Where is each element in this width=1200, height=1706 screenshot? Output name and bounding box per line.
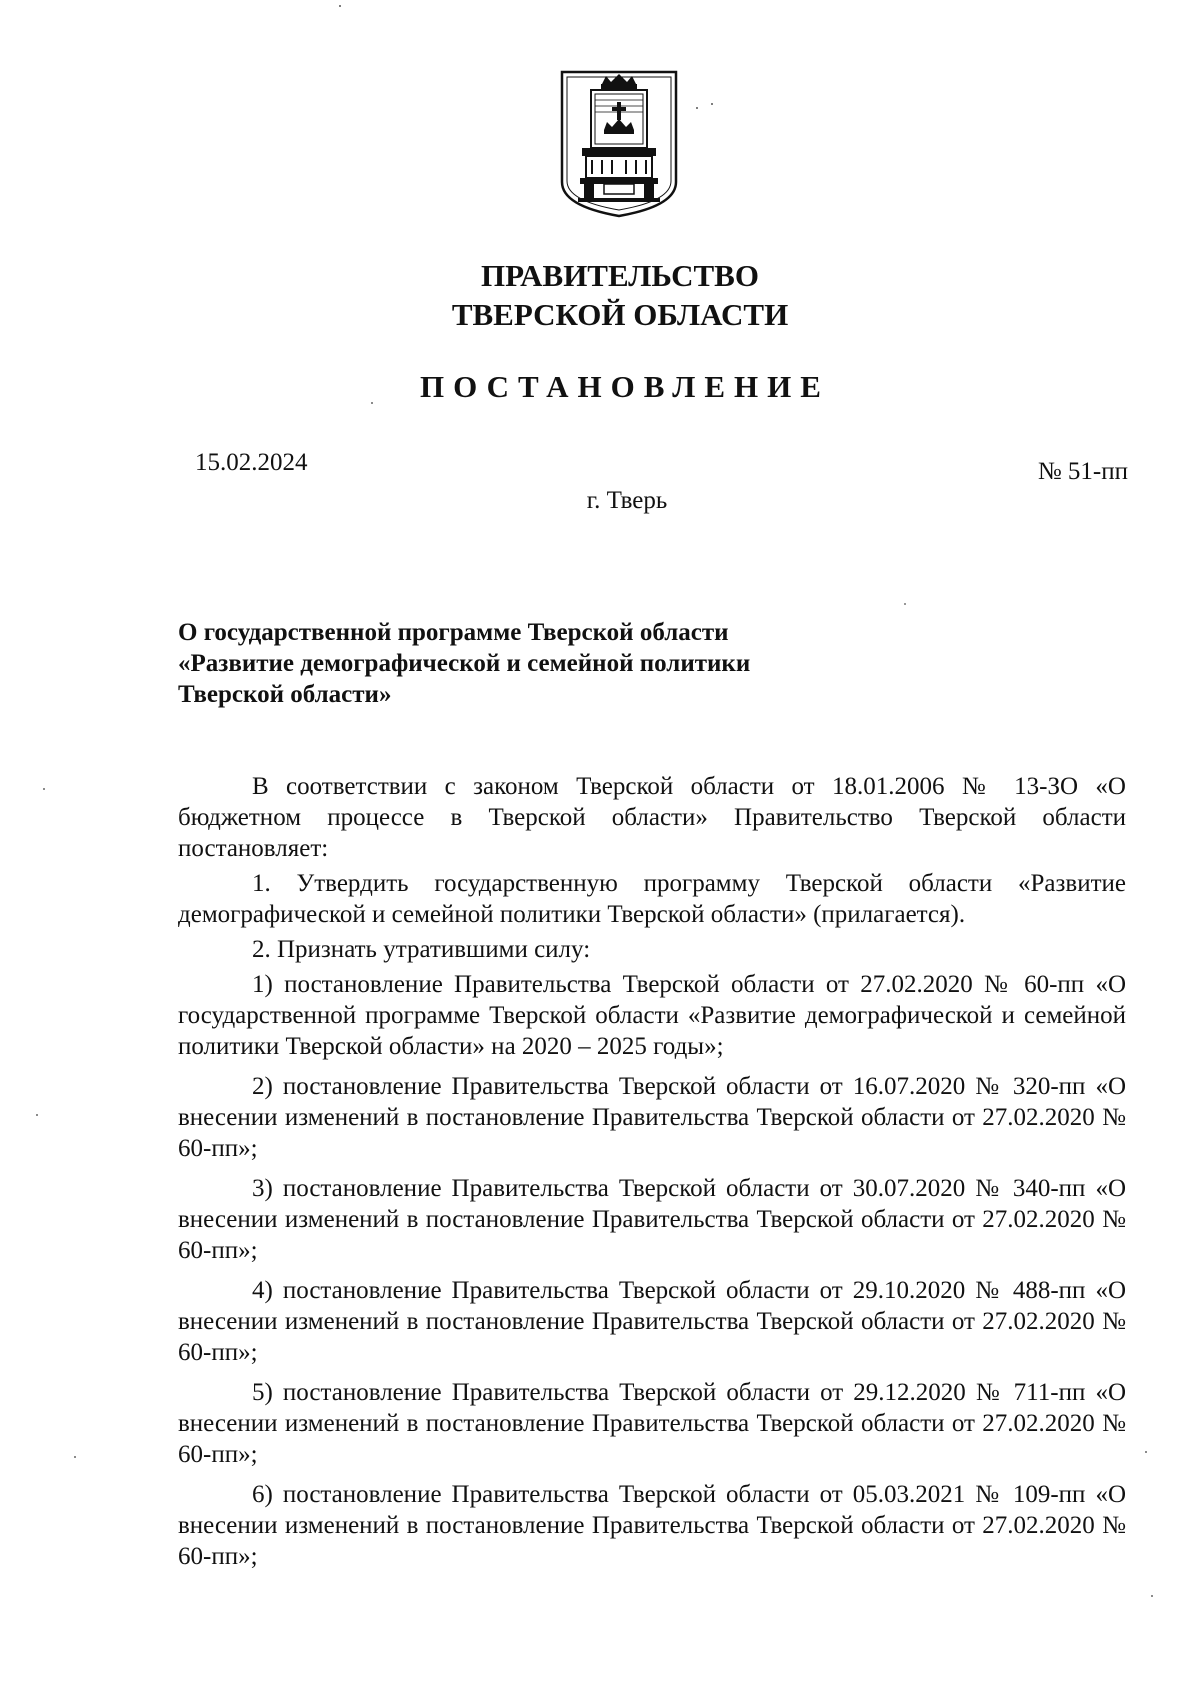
body-item-2: 2. Признать утратившими силу: [252,936,591,963]
document-date: 15.02.2024 [195,449,308,476]
subject-line1: О государственной программе Тверской области [178,619,729,646]
repealed-item: 6) постановление Правительства Тверской области от 05.03.2021 № 109-пп «О внесении изменений в постановление Правительства Тверской области от 27.02.2020 № 60-пп»; [178,1481,1126,1570]
repealed-item: 1) постановление Правительства Тверской области от 27.02.2020 № 60-пп «О государственной программе Тверской области «Развитие демографической и семейной политики Тверской области» на 2020 – 2025 годы»; [178,971,1126,1060]
document-number: № 51-пп [1037,458,1128,485]
document-body [178,771,1126,1581]
government-title-line2: ТВЕРСКОЙ ОБЛАСТИ [451,297,789,332]
subject-line2: «Развитие демографической и семейной политики [178,650,751,677]
document-subject [178,617,878,710]
document-city: г. Тверь [586,487,668,514]
document-type: ПОСТАНОВЛЕНИЕ [420,369,830,404]
government-title-line1: ПРАВИТЕЛЬСТВО [481,258,759,293]
government-title [0,256,1200,334]
subject-line3: Тверской области» [178,681,392,708]
repealed-item: 3) постановление Правительства Тверской области от 30.07.2020 № 340-пп «О внесении изменений в постановление Правительства Тверской области от 27.02.2020 № 60-пп»; [178,1175,1126,1264]
repealed-item: 5) постановление Правительства Тверской области от 29.12.2020 № 711-пп «О внесении изменений в постановление Правительства Тверской области от 27.02.2020 № 60-пп»; [178,1379,1126,1468]
body-intro: В соответствии с законом Тверской области от 18.01.2006 № 13-ЗО «О бюджетном процессе в Тверской области» Правительство Тверской области постановляет: [178,773,1126,862]
body-item-1: 1. Утвердить государственную программу Тверской области «Развитие демографической и семейной политики Тверской области» (прилагается). [178,870,1126,928]
repealed-item: 2) постановление Правительства Тверской области от 16.07.2020 № 320-пп «О внесении изменений в постановление Правительства Тверской области от 27.02.2020 № 60-пп»; [178,1073,1126,1162]
tver-coat-of-arms-icon [558,70,680,218]
repealed-item: 4) постановление Правительства Тверской области от 29.10.2020 № 488-пп «О внесении изменений в постановление Правительства Тверской области от 27.02.2020 № 60-пп»; [178,1277,1126,1366]
